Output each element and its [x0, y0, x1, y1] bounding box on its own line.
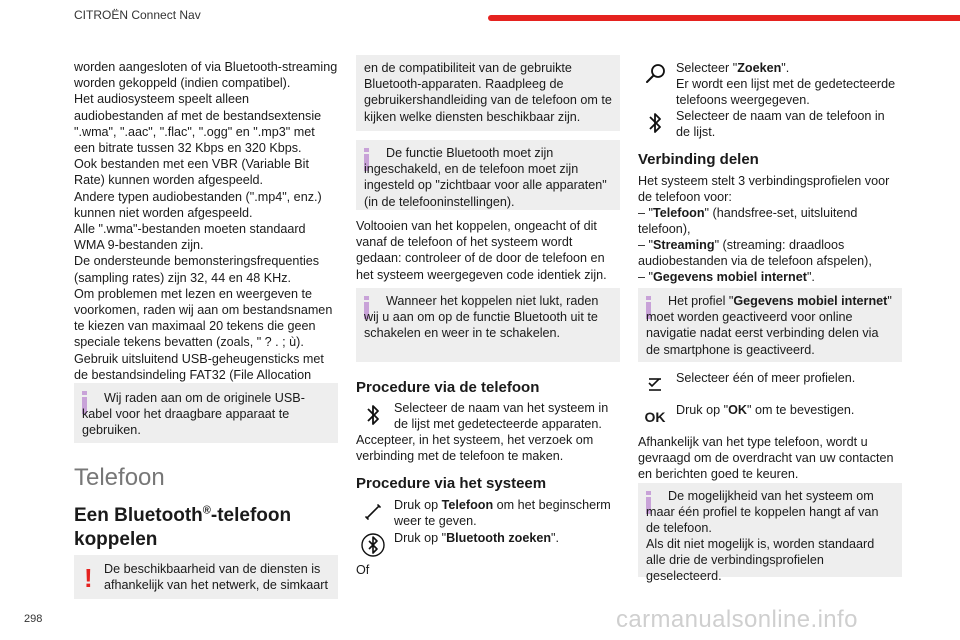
ok-icon: OK	[644, 409, 666, 425]
profile-item-streaming: – "Streaming" (streaming: draadloos audiobestanden via de telefoon afspelen),	[638, 238, 872, 269]
step-press-telefoon: Druk op Telefoon om het beginscherm weer te geven.	[394, 498, 611, 529]
step-select-profiles: Selecteer één of meer profielen.	[676, 371, 856, 385]
header-title: CITROËN Connect Nav	[74, 8, 201, 22]
info-box-one-profile	[638, 483, 902, 584]
step-accept-request: Accepteer, in het systeem, het verzoek om verbinding met de telefoon te maken.	[356, 433, 594, 464]
heading-connection-sharing: Verbinding delen	[638, 151, 759, 168]
info-box-text: De mogelijkheid van het systeem om maar één profiel te koppelen hangt af van de telefoon.	[646, 489, 879, 536]
step-select-phone: Selecteer de naam van de telefoon in de lijst.	[676, 109, 885, 140]
page-number: 298	[24, 613, 43, 625]
info-box-usb-cable	[74, 383, 338, 443]
info-box-pairing-fail	[356, 288, 620, 362]
warning-icon: !	[84, 563, 93, 593]
search-icon	[640, 60, 670, 90]
usb-audio-paragraph: worden aangesloten of via Bluetooth-streaming worden gekoppeld (indien compatibel). Het audiosysteem speelt alleen audiobestanden af met de bestandsextensie ".wma", ".aac", ".flac", ".ogg" en ".mp3" met een bitrate tussen 32 Kbps en 320 Kbps. Ook bestanden met een VBR (Variable Bit Rate) kunnen worden afgespeeld. Andere typen audiobestanden (".mp4", enz.) kunnen niet worden afgespeeld. Alle ".wma"-bestanden moeten standaard WMA 9-bestanden zijn. De ondersteunde bemonsteringsfrequenties (sampling rates) zijn 32, 44 en 48 KHz. Om problemen met lezen en weergeven te voorkomen, raden wij aan om bestandsnamen te kiezen van maximaal 20 tekens die geen speciale tekens bevatten (zoals, " ? . ; ù). Gebruik uitsluitend USB-geheugensticks met de bestandsindeling FAT32 (File Allocation	[74, 60, 338, 382]
step-bluetooth-search: Druk op "Bluetooth zoeken".	[394, 531, 560, 545]
info-box-text: Wij raden aan om de originele USB-kabel voor het draagbare apparaat te gebruiken.	[82, 391, 305, 438]
bluetooth-search-icon	[358, 530, 388, 560]
bluetooth-icon	[358, 400, 388, 430]
profile-item-mobile-data: – "Gegevens mobiel internet".	[638, 270, 815, 284]
info-box-text: Wanneer het koppelen niet lukt, raden wij u aan om op de functie Bluetooth uit te schakelen en weer in te schakelen.	[364, 294, 599, 341]
profile-item-telefoon: – "Telefoon" (handsfree-set, uitsluitend telefoon),	[638, 206, 858, 237]
info-box-bluetooth	[356, 140, 620, 210]
info-box-text: De functie Bluetooth moet zijn ingeschakeld, en de telefoon moet zijn ingesteld op "zichtbaar voor alle apparaten" (in de telefooninstellingen).	[364, 146, 607, 209]
heading-procedure-system: Procedure via het systeem	[356, 475, 547, 492]
bluetooth-icon	[640, 108, 670, 138]
warning-box	[74, 555, 338, 599]
step-list-shown: Er wordt een lijst met de gedetecteerde telefoons weergegeven.	[676, 77, 896, 108]
checklist-icon	[640, 370, 670, 400]
header-accent-bar	[488, 15, 960, 21]
watermark: carmanualsonline.info	[616, 606, 858, 633]
phone-icon	[358, 497, 388, 527]
section-title: Telefoon	[74, 464, 165, 491]
info-box-mobile-data	[638, 288, 902, 362]
pairing-paragraph: Voltooien van het koppelen, ongeacht of dit vanaf de telefoon of het systeem wordt gedaan: controleer of de door de telefoon en het systeem weergegeven code identiek zijn.	[356, 219, 607, 282]
transfer-paragraph: Afhankelijk van het type telefoon, wordt u gevraagd om de overdracht van uw contacten en berichten goed te keuren.	[638, 435, 894, 482]
page-heading: Een Bluetooth®-telefoon koppelen	[74, 504, 292, 550]
info-box-text-2: Als dit niet mogelijk is, worden standaard alle drie de verbindingsprofielen geselecteerd.	[646, 537, 875, 584]
info-box-text: Het profiel "Gegevens mobiel internet" moet worden geactiveerd voor online navigatie nadat eerst verbinding delen via de smartphone is geactiveerd.	[646, 294, 892, 357]
info-box-text: en de compatibiliteit van de gebruikte Bluetooth-apparaten. Raadpleeg de gebruikershandleiding van de telefoon om te kijken welke diensten beschikbaar zijn.	[364, 61, 612, 124]
step-press-ok: Druk op "OK" om te bevestigen.	[676, 403, 855, 417]
warning-box-text: De beschikbaarheid van de diensten is afhankelijk van het netwerk, de simkaart	[104, 562, 329, 593]
heading-procedure-phone: Procedure via de telefoon	[356, 379, 540, 396]
step-select-system: Selecteer de naam van het systeem in de lijst met gedetecteerde apparaten.	[394, 401, 609, 432]
profiles-intro: Het systeem stelt 3 verbindingsprofielen voor de telefoon voor:	[638, 174, 890, 205]
step-select-search: Selecteer "Zoeken".	[676, 61, 790, 75]
info-box-compatibility	[356, 55, 620, 131]
or-text: Of	[356, 563, 370, 577]
